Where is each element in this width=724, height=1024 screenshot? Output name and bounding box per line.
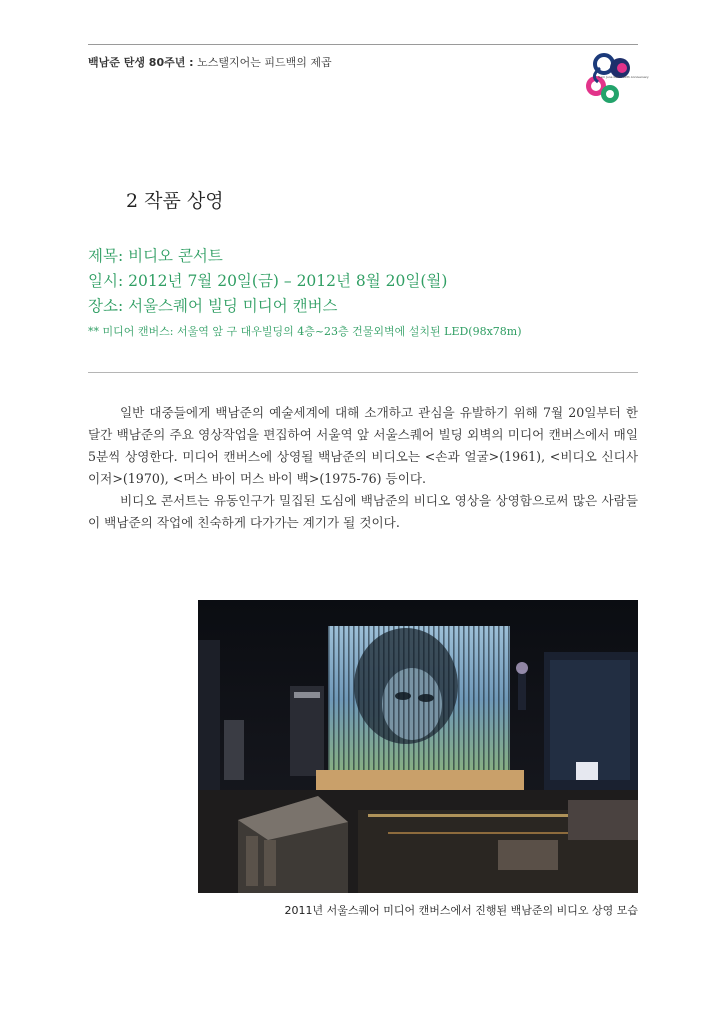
media-canvas-photo [198, 600, 638, 893]
section-title: 2 작품 상영 [126, 190, 224, 212]
running-header [88, 54, 332, 70]
header-rule [88, 44, 638, 45]
body-text [88, 402, 638, 534]
body-paragraph: 일반 대중들에게 백남준의 예술세계에 대해 소개하고 관심을 유발하기 위해 7월 20일부터 한달간 백남준의 주요 영상작업을 편집하여 서울역 앞 서울스퀘어 빌딩 외벽의 미디어 캔버스에서 매일 5분씩 상영한다. 미디어 캔버스에 상영될 백남준의 비디오는 <손과 얼굴>(1961), <비디오 신디사이저>(1970), <머스 바이 머스 바이 백>(1975-76) 등이다. [88, 405, 638, 486]
photo-caption: 2011년 서울스퀘어 미디어 캔버스에서 진행된 백남준의 비디오 상영 모습 [284, 904, 638, 917]
body-paragraph: 비디오 콘서트는 유동인구가 밀집된 도심에 백남준의 비디오 영상을 상영함으로써 많은 사람들이 백남준의 작업에 친숙하게 다가가는 계기가 될 것이다. [88, 493, 638, 530]
info-title-line: 제목: 비디오 콘서트 [88, 247, 223, 265]
info-note: ** 미디어 캔버스: 서울역 앞 구 대우빌딩의 4층~23층 건물외벽에 설치된 LED(98x78m) [88, 325, 522, 338]
anniversary-logo-icon [580, 46, 649, 108]
info-date-line: 일시: 2012년 7월 20일(금) – 2012년 8월 20일(월) [88, 272, 448, 290]
section-divider [88, 372, 638, 373]
header-subtitle: 노스탤지어는 피드백의 제곱 [193, 56, 332, 69]
info-place-line: 장소: 서울스퀘어 빌딩 미디어 캔버스 [88, 297, 338, 315]
svg-text:Nam June Paik's 80th Anniversa: Nam June Paik's 80th Anniversary [598, 75, 649, 79]
header-title-bold: 백남준 탄생 80주년 : [88, 56, 194, 69]
